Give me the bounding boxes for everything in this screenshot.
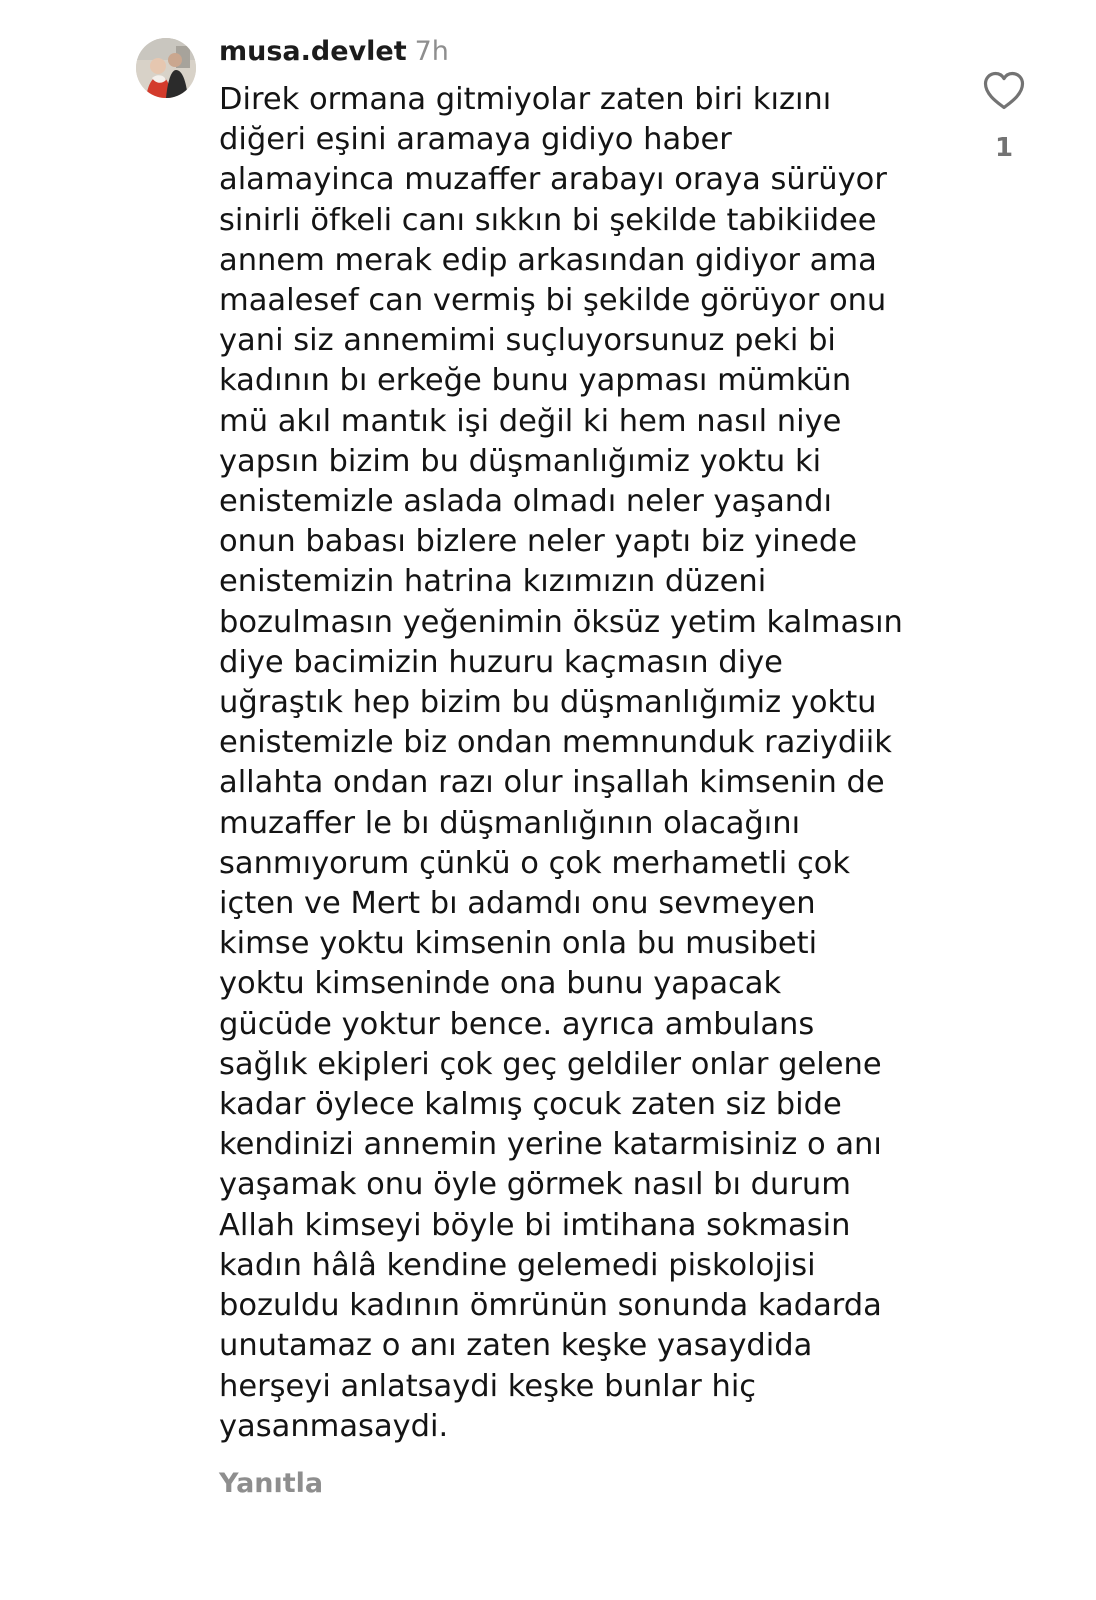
comment-line: gücüde yoktur bence. ayrıca ambulans (219, 1006, 815, 1042)
comment-line: enistemizin hatrina kızımızın düzeni (219, 564, 767, 600)
comment-line: kadın hâlâ kendine gelemedi piskolojisi (219, 1247, 816, 1283)
comment-line: içten ve Mert bı adamdı onu sevmeyen (219, 886, 816, 922)
comment-line: uğraştık hep bizim bu düşmanlığımiz yoktu (219, 685, 877, 721)
comment-line: annem merak edip arkasından gidiyor ama (219, 242, 877, 278)
comment-line: onun babası bizlere neler yaptı biz yinede (219, 524, 857, 560)
comment-line: yaşamak onu öyle görmek nasıl bı durum (219, 1167, 851, 1203)
comment-line: enistemizle biz ondan memnunduk raziydiik (219, 725, 892, 761)
comment-line: diye bacimizin huzuru kaçmasın diye (219, 644, 783, 680)
comment-line: kadının bı erkeğe bunu yapması mümkün (219, 363, 852, 399)
comment-line: sanmıyorum çünkü o çok merhametli çok (219, 845, 851, 881)
comment-line: bozulmasın yeğenimin öksüz yetim kalmasın (219, 604, 903, 640)
comment-line: kimse yoktu kimsenin onla bu musibeti (219, 926, 818, 962)
avatar[interactable] (136, 38, 196, 98)
comment-line: yani siz annemimi suçluyorsunuz peki bi (219, 323, 836, 359)
like-button[interactable] (981, 68, 1027, 114)
timestamp: 7h (414, 36, 449, 67)
comment-line: yapsın bizim bu düşmanlığımiz yoktu ki (219, 443, 822, 479)
comment-line: sağlık ekipleri çok geç geldiler onlar gelene (219, 1046, 882, 1082)
comment-line: enistemizle aslada olmadı neler yaşandı (219, 484, 832, 520)
comment-line: allahta ondan razı olur inşallah kimsenin de (219, 765, 885, 801)
comment-line: bozuldu kadının ömrünün sonunda kadarda (219, 1288, 882, 1324)
comment-line: yoktu kimseninde ona bunu yapacak (219, 966, 782, 1002)
comment-line: diğeri eşini aramaya gidiyo haber (219, 122, 732, 158)
reply-button[interactable]: Yanıtla (219, 1468, 324, 1499)
comment-line: Allah kimseyi böyle bi imtihana sokmasin (219, 1207, 851, 1243)
comment-line: yasanmasaydi. (219, 1408, 449, 1444)
comment-line: Direk ormana gitmiyolar zaten biri kızını (219, 82, 832, 117)
comment-line: kendinizi annemin yerine katarmisiniz o anı (219, 1127, 882, 1163)
comment-line: maalesef can vermiş bi şekilde görüyor onu (219, 283, 887, 319)
heart-outline-icon (981, 68, 1027, 114)
comment-line: mü akıl mantık işi değil ki hem nasıl niye (219, 403, 842, 439)
comment-line: kadar öylece kalmış çocuk zaten siz bide (219, 1087, 842, 1123)
comment-line: herşeyi anlatsaydi keşke bunlar hiç (219, 1368, 757, 1404)
like-count: 1 (994, 133, 1014, 163)
comment-line: sinirli öfkeli canı sıkkın bi şekilde tabikiidee (219, 202, 877, 238)
comment-text (219, 80, 979, 1447)
comment-line: unutamaz o anı zaten keşke yasaydida (219, 1328, 813, 1364)
comment-line: muzaffer le bı düşmanlığının olacağını (219, 805, 801, 841)
comment-line: alamayinca muzaffer arabayı oraya sürüyor (219, 162, 887, 198)
avatar-photo (136, 38, 196, 98)
comment-header (219, 34, 449, 70)
username[interactable]: musa.devlet (219, 36, 407, 67)
